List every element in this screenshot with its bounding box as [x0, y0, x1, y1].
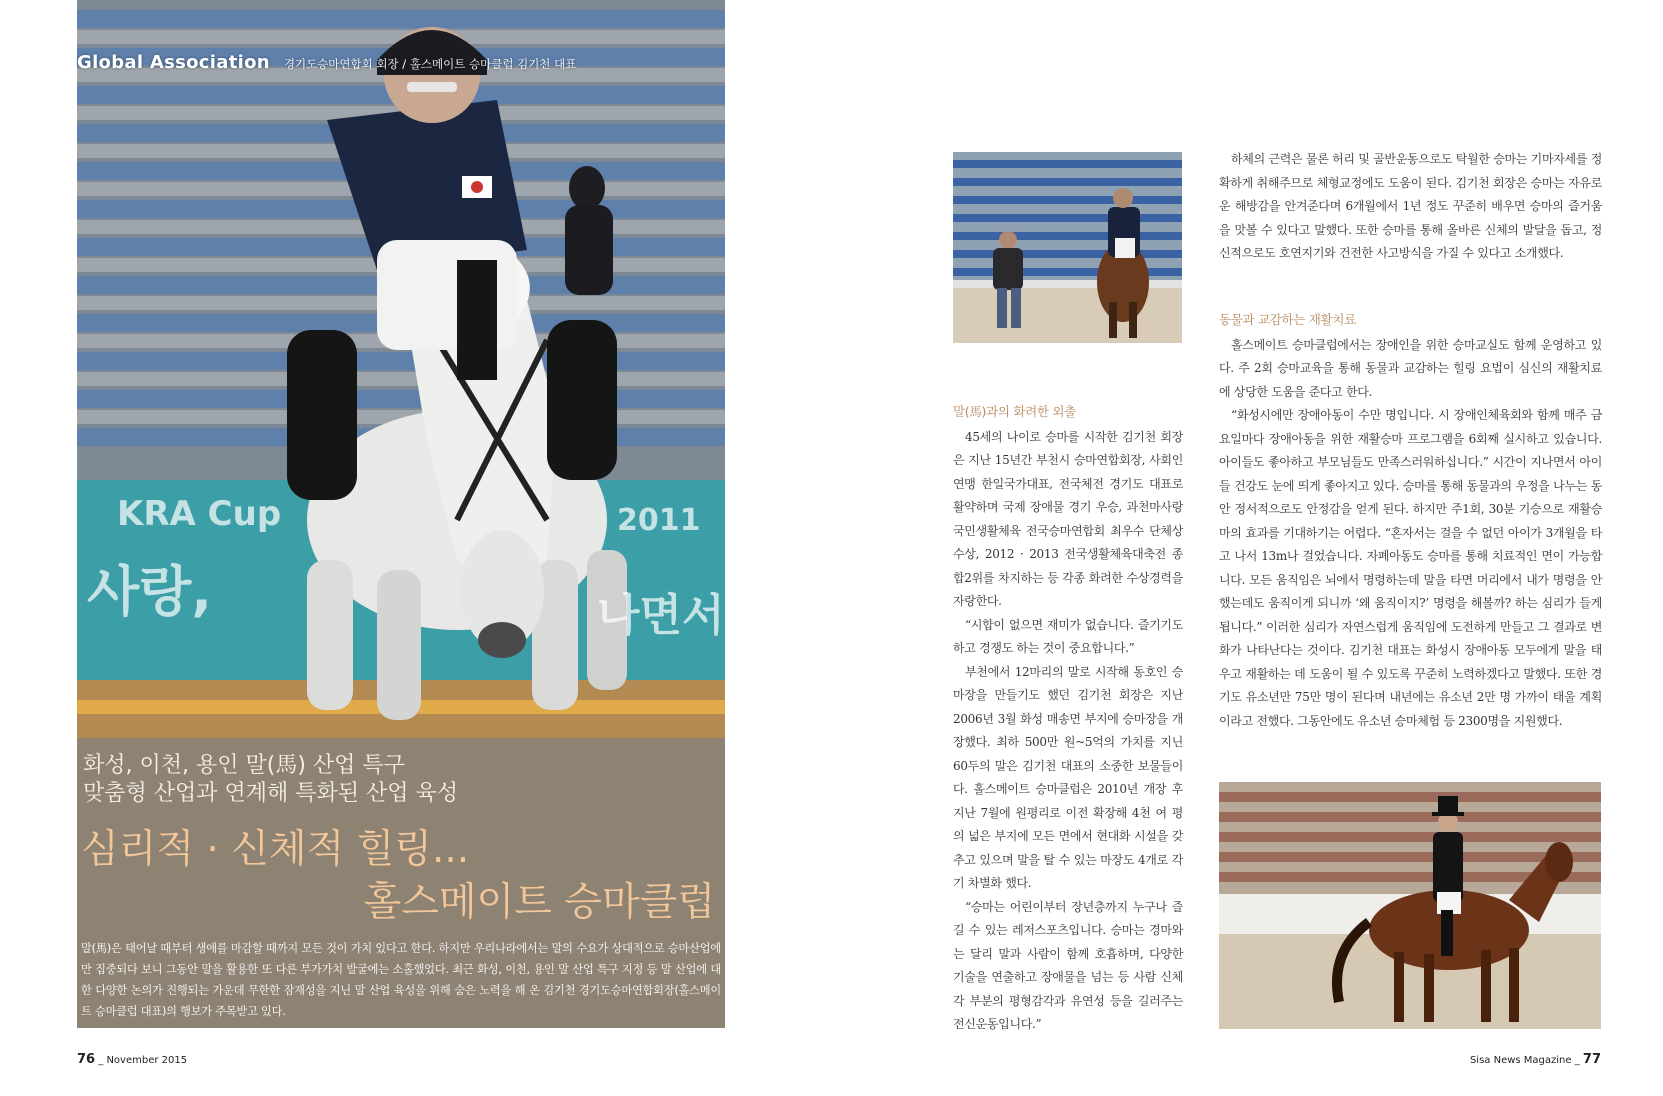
lead-text: 말(馬)은 태어날 때부터 생애를 마감할 때까지 모든 것이 가치 있다고 한다. 하지만 우리나라에서는 말의 수요가 상대적으로 승마산업에만 집중되다 보니 그동안 말을 활용한 또 다른 부가가치 발굴에는 소홀했었다. 최근 화성, 이천, 용인 말 산업 특구 지정 등 말 산업에 대한 다양한 논의가 진행되는 가운데 무한한 잠재성을 지닌 말 산업 육성을 위해 숨은 노력을 해 온 김기천 경기도승마연합회장(홀스메이트 승마클럽 대표)의 행보가 주목받고 있다.	[81, 942, 721, 1018]
lead-subhead-2: 맞춤형 산업과 연계해 특화된 산업 육성	[83, 781, 458, 806]
main-title-line-1: 심리적 · 신체적 힐링...	[81, 827, 470, 872]
left-issue-date: _ November 2015	[95, 1055, 188, 1066]
photo-dressage	[1219, 782, 1601, 1029]
column-a-paragraph-4: “승마는 어린이부터 장년층까지 누구나 즐길 수 있는 레저스포츠입니다. 승마는 경마와는 달리 말과 사람이 함께 호흡하며, 다양한 기술을 연출하고 장애물을 넘는 등 사람 신체 각 부분의 평형감각과 유연성 등을 길러주는 전신운동입니다.”	[953, 899, 1183, 1031]
section-label: Global Association	[77, 52, 270, 73]
banner-text-love: 사랑,	[87, 560, 212, 623]
header-subtitle: 경기도승마연합회 회장 / 홀스메이트 승마클럽 김기천 대표	[283, 57, 577, 71]
photo-arena-walk-illustration	[953, 152, 1182, 343]
article-column-left	[953, 400, 1183, 1037]
lead-panel	[77, 738, 725, 1028]
left-page-number: 76	[77, 1052, 96, 1067]
column-b-paragraph-1: 홀스메이트 승마클럽에서는 장애인을 위한 승마교실도 함께 운영하고 있다. 주 2회 승마교육을 통해 동물과 교감하는 힐링 요법이 심신의 재활치료에 상당한 도움을 준다고 한다.	[1219, 337, 1602, 399]
article-column-right-intro	[1219, 148, 1602, 266]
hero-photo-illustration	[77, 0, 725, 738]
right-page-number: 77	[1582, 1052, 1601, 1067]
banner-text-year: 2011	[617, 503, 701, 538]
footer-left	[77, 1052, 187, 1067]
column-a-paragraph-1: 45세의 나이로 승마를 시작한 김기천 회장은 지난 15년간 부천시 승마연합회장, 사회인 연맹 한일국가대표, 전국체전 경기도 대표로 활약하며 국제 장애물 경기 우승, 과천마사랑 국민생활체육 전국승마연합회 최우수 단체상 수상, 2012 · 2013 전국생활체육대축전 종합2위를 차지하는 등 각종 화려한 수상경력을 자랑한다.	[953, 429, 1183, 608]
column-a-paragraph-3: 부천에서 12마리의 말로 시작해 동호인 승마장을 만들기도 했던 김기천 회장은 지난 2006년 3월 화성 매송면 부지에 승마장을 개장했다. 최하 500만 원~5억의 가치를 지닌 60두의 말은 김기천 대표의 소중한 보물들이다. 홀스메이트 승마클럽은 2010년 개장 후 지난 7월에 원평리로 이전 확장해 4천 여 평의 넓은 부지에 모든 면에서 현대화 시설을 갖추고 있으며 말을 탈 수 있는 마장도 4개로 각기 차별화 했다.	[953, 664, 1183, 890]
photo-dressage-illustration	[1219, 782, 1601, 1029]
banner-text-right: 나면서	[597, 590, 725, 641]
banner-text-kra: KRA Cup	[117, 494, 282, 534]
page-header	[77, 52, 717, 86]
main-title-line-2: 홀스메이트 승마클럽	[363, 880, 715, 925]
column-b-paragraph-2: “화성시에만 장애아동이 수만 명입니다. 시 장애인체육회와 함께 매주 금요일마다 장애아동을 위한 재활승마 프로그램을 6회째 실시하고 있습니다. 아이들도 좋아하고 부모님들도 만족스러워하십니다.” 시간이 지나면서 아이들 건강도 눈에 띄게 좋아지고 있다. 승마를 통해 동물과의 우정을 나누는 동안 정서적으로도 안정감을 얻게 된다. 하지만 주1회, 30분 기승으로 재활승마의 효과를 기대하기는 어렵다. “혼자서는 걸을 수 없던 아이가 3개월을 타고 나서 13m나 걸었습니다. 자폐아동도 승마를 통해 치료적인 면이 가능합니다. 모든 움직임은 뇌에서 명령하는데 말을 타면 머리에서 내가 명령을 안 했는데도 움직이게 되니까 ‘왜 움직이지?’ 명령을 해볼까? 하는 심리가 들게 됩니다.” 이러한 심리가 자연스럽게 움직임에 도전하게 만들고 그 결과로 변화가 나타난다는 것이다. 김기천 대표는 화성시 장애아동 모두에게 말을 태우고 재활하는 데 도움이 될 수 있도록 꾸준히 노력하겠다고 말했다. 또한 경기도 유소년만 75만 명이 된다며 내년에는 유소년 2만 명 가까이 태울 계획이라고 전했다. 그동안에도 유소년 승마체험 등 2300명을 지원했다.	[1219, 408, 1602, 728]
column-b-heading: 동물과 교감하는 재활치료	[1219, 312, 1356, 327]
footer-right	[1470, 1052, 1601, 1067]
magazine-name: Sisa News Magazine _	[1469, 1055, 1583, 1066]
photo-arena-walk	[953, 152, 1182, 343]
hero-photo	[77, 0, 725, 738]
column-b-intro: 하체의 근력은 물론 허리 및 골반운동으로도 탁월한 승마는 기마자세를 정확하게 취해주므로 체형교정에도 도움이 된다. 김기천 회장은 승마는 자유로운 해방감을 안겨준다며 6개월에서 1년 정도 꾸준히 배우면 승마의 즐거움을 맛볼 수 있다고 말했다. 또한 승마를 통해 올바른 신체의 발달을 돕고, 정신적으로도 호연지기와 건전한 사고방식을 가질 수 있다고 소개했다.	[1219, 152, 1602, 260]
column-a-heading: 말(馬)과의 화려한 외출	[953, 404, 1076, 419]
lead-subhead-1: 화성, 이천, 용인 말(馬) 산업 특구	[83, 753, 405, 778]
column-a-paragraph-2: “시합이 없으면 재미가 없습니다. 즐기기도 하고 경쟁도 하는 것이 중요합니다.”	[953, 617, 1183, 655]
article-column-right	[1219, 308, 1602, 733]
